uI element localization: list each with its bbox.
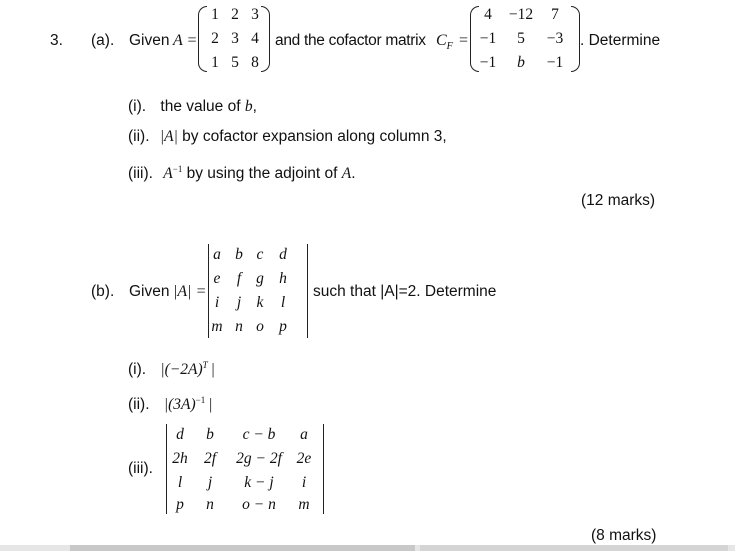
matrix-cell: −1 xyxy=(479,54,497,71)
connector-text: and the cofactor matrix xyxy=(275,32,426,49)
matrix-cell: 1 xyxy=(211,54,219,71)
matrix-cell: c − b xyxy=(242,426,276,443)
matrix-cell: 4 xyxy=(484,6,492,23)
matrix-cell: b xyxy=(517,54,525,71)
matrix-cell: d xyxy=(176,426,184,443)
horizontal-scrollbar[interactable] xyxy=(0,545,735,551)
matrix-cell: m xyxy=(211,318,223,335)
cf-equals: = xyxy=(459,32,469,49)
matrix-cell: 8 xyxy=(251,54,259,71)
det-matrix xyxy=(208,244,308,340)
matrix-cell: i xyxy=(301,474,307,491)
matrix-cell: 3 xyxy=(231,30,239,47)
matrix-cell: n xyxy=(206,496,214,513)
matrix-cell: e xyxy=(213,270,221,287)
matrix-cell: k xyxy=(256,294,264,311)
matrix-cell: h xyxy=(279,270,287,287)
matrix-cell: 2e xyxy=(296,450,312,467)
matrix-cell: 2g − 2f xyxy=(236,450,282,467)
matrix-a-eq: A = xyxy=(173,32,198,49)
marks-a: (12 marks) xyxy=(581,192,656,209)
matrix-cell: b xyxy=(235,246,243,263)
subitem-b-iii-num: (iii). xyxy=(128,460,153,477)
matrix-cell: j xyxy=(207,474,213,491)
matrix-cell: 2 xyxy=(231,6,239,23)
matrix-cell: 4 xyxy=(251,30,259,47)
subitem-a-iii: (iii). $A^{-1}$ by using the adjoint of A. xyxy=(128,164,356,183)
matrix-cell: i xyxy=(214,294,220,311)
matrix-cell: −3 xyxy=(546,30,564,47)
matrix-cell: −1 xyxy=(479,30,497,47)
matrix-cell: 2 xyxy=(211,30,219,47)
subitem-b-i: (i). $|(-2A)^T$ | xyxy=(128,360,215,379)
det-matrix-iii xyxy=(166,424,324,516)
matrix-cell: a xyxy=(213,246,221,263)
determine-text: . Determine xyxy=(580,32,661,49)
matrix-cell: −1 xyxy=(546,54,564,71)
matrix-cell: 5 xyxy=(517,30,525,47)
matrix-cell: 2f xyxy=(203,450,217,467)
matrix-cell: 7 xyxy=(551,6,559,23)
subitem-b-ii: (ii). $|(3A)^{-1}$ | xyxy=(128,395,213,414)
matrix-cell: n xyxy=(235,318,243,335)
matrix-a xyxy=(198,4,270,74)
matrix-cell: f xyxy=(236,270,242,287)
matrix-cell: −12 xyxy=(508,6,534,23)
scrollbar-thumb[interactable] xyxy=(70,545,415,551)
matrix-cell: j xyxy=(236,294,242,311)
matrix-cell: a xyxy=(300,426,308,443)
matrix-cell: c xyxy=(256,246,264,263)
matrix-cell: l xyxy=(177,474,183,491)
det-a-eq: |A| = xyxy=(173,283,207,300)
matrix-cell: d xyxy=(279,246,287,263)
matrix-cell: 5 xyxy=(231,54,239,71)
matrix-cell: 3 xyxy=(251,6,259,23)
cf-symbol: $C_F$ xyxy=(436,32,453,53)
matrix-cell: l xyxy=(280,294,286,311)
part-a-given: Given xyxy=(129,32,170,49)
question-number: 3. xyxy=(50,32,63,49)
matrix-cell: k − j xyxy=(244,474,274,491)
condition-text: such that |A|=2. Determine xyxy=(313,283,497,300)
subitem-a-ii: (ii). |A| by cofactor expansion along column 3, xyxy=(128,128,447,145)
part-b-given: Given xyxy=(129,283,170,300)
matrix-cell: p xyxy=(176,496,184,513)
part-b-label: (b). xyxy=(91,283,115,300)
part-a-label: (a). xyxy=(91,32,115,49)
scrollbar-track-segment xyxy=(420,545,728,551)
subitem-a-i: (i). the value of b, xyxy=(128,98,257,115)
matrix-cell: g xyxy=(256,270,264,287)
matrix-cell: 2h xyxy=(172,450,188,467)
marks-b: (8 marks) xyxy=(591,527,657,544)
matrix-cell: 1 xyxy=(211,6,219,23)
cofactor-matrix xyxy=(470,4,580,74)
matrix-cell: p xyxy=(279,318,287,335)
matrix-cell: o xyxy=(256,318,264,335)
matrix-cell: m xyxy=(298,496,310,513)
matrix-cell: b xyxy=(206,426,214,443)
matrix-cell: o − n xyxy=(242,496,276,513)
